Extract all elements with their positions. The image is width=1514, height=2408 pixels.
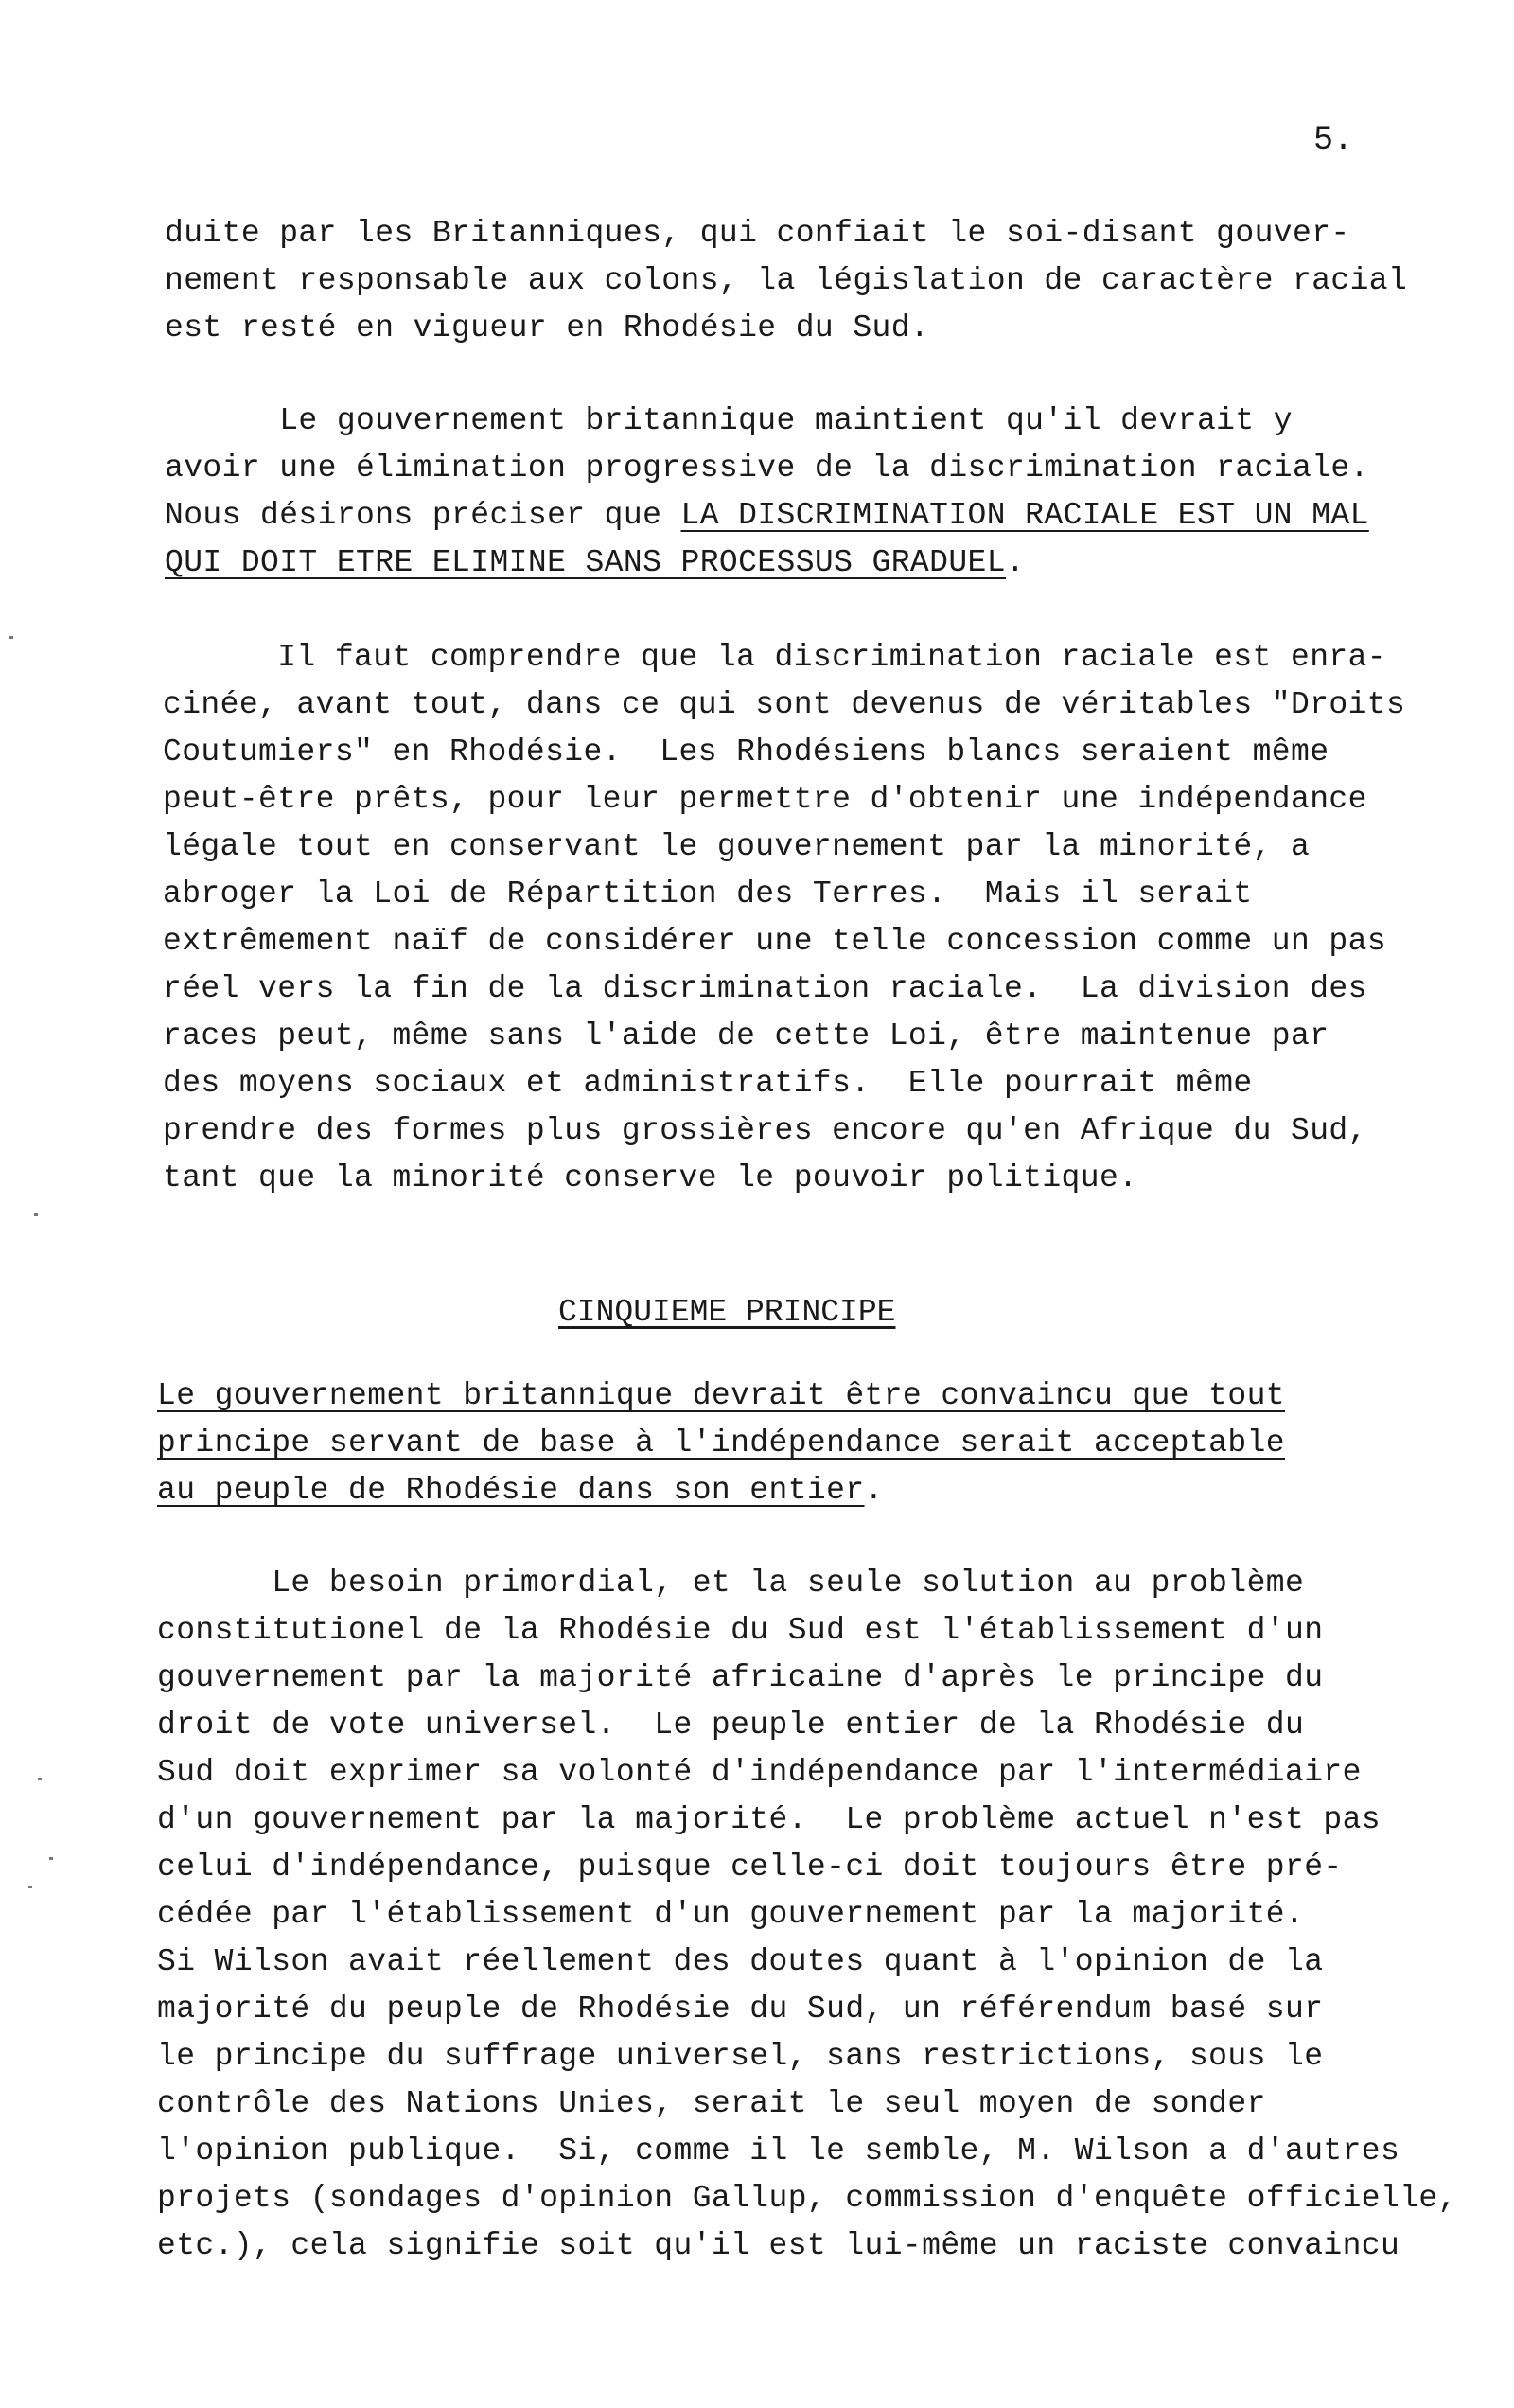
text-line bbox=[157, 1467, 1416, 1514]
text-line: cédée par l'établissement d'un gouvernement par la majorité. bbox=[157, 1897, 1305, 1932]
text-line bbox=[157, 1372, 1416, 1420]
emphasized-statement: QUI DOIT ETRE ELIMINE SANS PROCESSUS GRADUEL bbox=[165, 545, 1006, 580]
text-line: le principe du suffrage universel, sans restrictions, sous le bbox=[157, 2039, 1324, 2074]
paragraph-2 bbox=[165, 398, 1423, 587]
text-line: légale tout en conservant le gouvernement par la minorité, a bbox=[163, 829, 1311, 864]
text-line: Le besoin primordial, et la seule solution au problème bbox=[157, 1566, 1305, 1601]
text-line bbox=[157, 1420, 1416, 1467]
text-line: gouvernement par la majorité africaine d'après le principe du bbox=[157, 1660, 1324, 1695]
text-line: réel vers la fin de la discrimination raciale. La division des bbox=[163, 971, 1367, 1006]
text-line: majorité du peuple de Rhodésie du Sud, un référendum basé sur bbox=[157, 1992, 1324, 2027]
principle-line: principe servant de base à l'indépendance serait acceptable bbox=[157, 1425, 1285, 1461]
text-line: projets (sondages d'opinion Gallup, commission d'enquête officielle, bbox=[157, 2181, 1457, 2216]
text-line: cinée, avant tout, dans ce qui sont devenus de véritables "Droits bbox=[163, 687, 1406, 722]
scan-speck bbox=[34, 1213, 38, 1216]
text-line: abroger la Loi de Répartition des Terres. Mais il serait bbox=[163, 876, 1253, 912]
scan-speck bbox=[49, 1857, 53, 1860]
text-line: des moyens sociaux et administratifs. Elle pourrait même bbox=[163, 1066, 1253, 1101]
text-line: l'opinion publique. Si, comme il le semble, M. Wilson a d'autres bbox=[157, 2134, 1400, 2169]
paragraph-1 bbox=[165, 210, 1423, 352]
principle-line: Le gouvernement britannique devrait être convaincu que tout bbox=[157, 1378, 1285, 1413]
text-line: d'un gouvernement par la majorité. Le problème actuel n'est pas bbox=[157, 1802, 1382, 1837]
text-line: tant que la minorité conserve le pouvoir politique. bbox=[163, 1160, 1138, 1195]
text-line bbox=[165, 492, 1423, 540]
text-line: avoir une élimination progressive de la discrimination raciale. bbox=[165, 451, 1369, 486]
scan-speck bbox=[9, 636, 13, 639]
paragraph-3 bbox=[163, 634, 1421, 1202]
text-line: races peut, même sans l'aide de cette Loi, être maintenue par bbox=[163, 1018, 1329, 1054]
principle-line: au peuple de Rhodésie dans son entier bbox=[157, 1473, 865, 1508]
scan-speck bbox=[28, 1886, 32, 1888]
text-line: est resté en vigueur en Rhodésie du Sud. bbox=[165, 310, 930, 345]
text-line: duite par les Britanniques, qui confiait le soi-disant gouver- bbox=[165, 216, 1350, 251]
text-line: Coutumiers" en Rhodésie. Les Rhodésiens blancs seraient même bbox=[163, 735, 1329, 770]
text-line: Le gouvernement britannique maintient qu'il devrait y bbox=[165, 403, 1293, 438]
text-line: extrêmement naïf de considérer une telle concession comme un pas bbox=[163, 924, 1387, 959]
scan-speck bbox=[38, 1778, 42, 1780]
paragraph-4 bbox=[157, 1560, 1457, 2270]
text-line: Sud doit exprimer sa volonté d'indépendance par l'intermédiaire bbox=[157, 1755, 1362, 1790]
text-line: peut-être prêts, pour leur permettre d'obtenir une indépendance bbox=[163, 782, 1367, 817]
text-segment: . bbox=[864, 1473, 884, 1508]
text-line: droit de vote universel. Le peuple entier de la Rhodésie du bbox=[157, 1708, 1305, 1743]
text-line: constitutionel de la Rhodésie du Sud est l'établissement d'un bbox=[157, 1613, 1324, 1648]
text-segment: Nous désirons préciser que bbox=[165, 498, 681, 533]
text-line: Si Wilson avait réellement des doutes quant à l'opinion de la bbox=[157, 1944, 1324, 1979]
emphasized-statement: LA DISCRIMINATION RACIALE EST UN MAL bbox=[680, 498, 1369, 533]
text-line: prendre des formes plus grossières encore qu'en Afrique du Sud, bbox=[163, 1113, 1367, 1148]
text-line: celui d'indépendance, puisque celle-ci doit toujours être pré- bbox=[157, 1850, 1343, 1885]
text-segment: . bbox=[1005, 545, 1026, 580]
page-number: 5. bbox=[1313, 121, 1354, 159]
section-heading: CINQUIEME PRINCIPE bbox=[558, 1295, 896, 1330]
text-line: nement responsable aux colons, la législation de caractère racial bbox=[165, 263, 1408, 298]
text-line: contrôle des Nations Unies, serait le seul moyen de sonder bbox=[157, 2086, 1266, 2121]
text-line: etc.), cela signifie soit qu'il est lui-même un raciste convaincu bbox=[157, 2228, 1400, 2263]
principle-statement bbox=[157, 1372, 1416, 1514]
text-line bbox=[165, 540, 1423, 587]
text-line: Il faut comprendre que la discrimination raciale est enra- bbox=[163, 640, 1387, 675]
